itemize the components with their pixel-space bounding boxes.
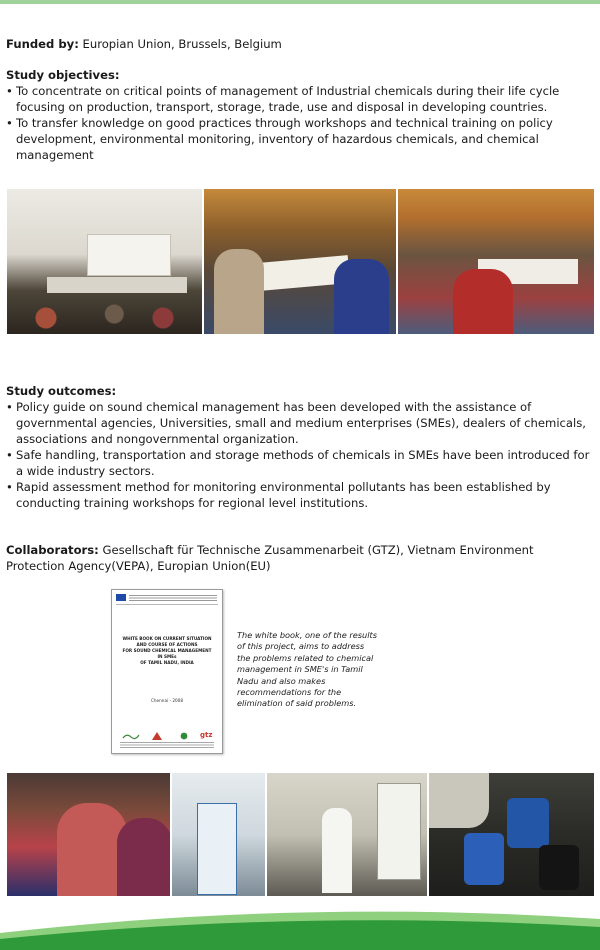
photo-conference-hall <box>7 189 202 334</box>
list-item: • To transfer knowledge on good practices through workshops and technical training on policy development, environmental monitoring, inventory of hazardous chemicals, and chemical management <box>6 115 592 163</box>
photo-chemical-storage <box>429 773 594 896</box>
study-outcomes-section <box>6 383 592 511</box>
photo-lab-demonstration <box>7 773 170 896</box>
collaborators-label: Collaborators: <box>6 543 99 557</box>
study-outcomes-list <box>6 399 592 511</box>
study-objectives-section <box>6 67 592 163</box>
photo-group-discussion <box>204 189 396 334</box>
list-item: • Safe handling, transportation and storage methods of chemicals in SMEs have been introduced for a wide industry sectors. <box>6 447 592 479</box>
white-book-title: WHITE BOOK ON CURRENT SITUATION AND COURSE OF ACTIONS FOR SOUND CHEMICAL MANAGEMENT IN SMEs OF TAMIL NADU, INDIA <box>122 636 212 665</box>
photo-training-session <box>398 189 594 334</box>
list-item: • To concentrate on critical points of management of Industrial chemicals during their life cycle focusing on production, transport, storage, trade, use and disposal in developing countries. <box>6 83 592 115</box>
eu-flag-icon <box>116 594 126 601</box>
gtz-logo: gtz <box>200 731 213 739</box>
collaborators-value: Gesellschaft für Technische Zusammenarbeit (GTZ), Vietnam Environment Protection Agency(VEPA), Europian Union(EU) <box>6 543 534 573</box>
list-item: • Policy guide on sound chemical management has been developed with the assistance of governmental agencies, Universities, small and medium enterprises (SMEs), dealers of chemicals, associations and nongovernmental organization. <box>6 399 592 447</box>
triangle-logo-icon <box>152 732 162 740</box>
photo-exhibition-banner <box>172 773 265 896</box>
white-book-caption: The white book, one of the results of this project, aims to address the problems related to chemical management in SME's in Tamil Nadu and also makes recommendations for the elimination of said problems. <box>237 630 377 709</box>
partner-logo-icon <box>122 732 140 740</box>
study-objectives-heading: Study objectives: <box>6 68 120 82</box>
white-book-date: Chennai - 2008 <box>150 698 184 703</box>
study-objectives-list <box>6 83 592 163</box>
collaborators <box>6 542 592 574</box>
white-book-logos <box>116 731 218 741</box>
funded-by <box>6 36 592 52</box>
white-book-header <box>116 594 218 605</box>
footer-wave <box>0 905 600 950</box>
photo-presentation <box>267 773 427 896</box>
study-outcomes-heading: Study outcomes: <box>6 384 117 398</box>
funded-by-value: Europian Union, Brussels, Belgium <box>82 37 282 51</box>
activities-photo-strip <box>7 773 594 896</box>
list-item: • Rapid assessment method for monitoring environmental pollutants has been established by conducting training workshops for regional level institutions. <box>6 479 592 511</box>
funded-by-label: Funded by: <box>6 37 79 51</box>
white-book-cover <box>111 589 223 754</box>
workshop-photo-strip <box>7 189 594 334</box>
top-accent-bar <box>0 0 600 4</box>
circle-logo-icon <box>180 732 188 740</box>
